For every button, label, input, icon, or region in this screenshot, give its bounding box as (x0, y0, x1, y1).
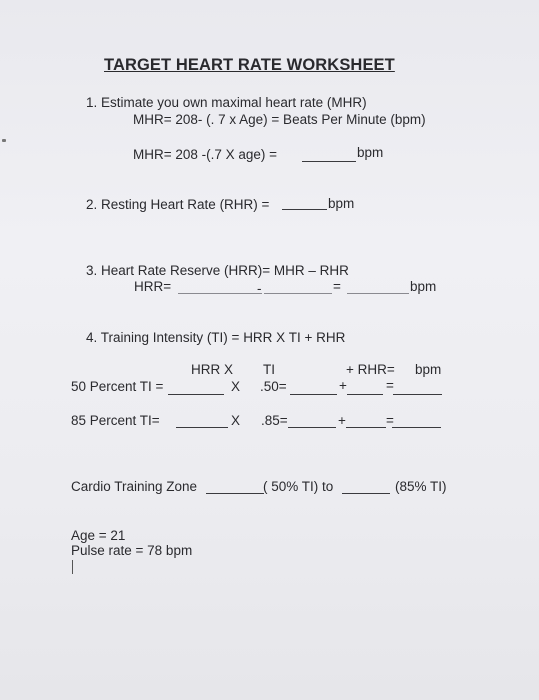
row50-eq: = (386, 378, 394, 393)
q1-unit: bpm (357, 145, 384, 160)
q1-mhr-answer-blank[interactable] (302, 161, 356, 162)
q4-col-rhr: + RHR= (346, 362, 395, 377)
row50-x: X (231, 379, 241, 394)
q1-formula: MHR= 208- (. 7 x Age) = Beats Per Minute (bpm) (133, 112, 426, 127)
zone-low-blank[interactable] (206, 493, 264, 494)
row50-answer-blank[interactable] (393, 394, 442, 395)
q4-col-ti: TI (263, 362, 275, 377)
q3-mhr-blank[interactable] (178, 293, 262, 294)
q4-col-bpm: bpm (415, 362, 442, 377)
page-margin-mark (2, 139, 6, 142)
row85-label: 85 Percent TI= (71, 413, 160, 428)
row85-rhr-blank[interactable] (346, 427, 386, 428)
row50-ti: .50= (260, 379, 287, 394)
zone-high-blank[interactable] (342, 493, 390, 494)
q2-label: 2. Resting Heart Rate (RHR) = (86, 197, 270, 212)
q2-rhr-answer-blank[interactable] (282, 209, 327, 210)
text-cursor (72, 560, 73, 574)
row50-hrr-blank[interactable] (168, 394, 224, 395)
row85-hrr-blank[interactable] (176, 427, 228, 428)
row50-product-blank[interactable] (290, 394, 337, 395)
row50-rhr-blank[interactable] (347, 394, 383, 395)
q3-hrr-answer-blank[interactable] (347, 293, 409, 294)
q4-col-hrr-x: HRR X (191, 362, 234, 377)
zone-end: (85% TI) (395, 479, 447, 494)
q3-rhr-blank[interactable] (264, 293, 332, 294)
row50-plus: + (339, 378, 347, 393)
worksheet-title: TARGET HEART RATE WORKSHEET (104, 56, 395, 74)
zone-label: Cardio Training Zone (71, 479, 198, 494)
note-age: Age = 21 (71, 528, 126, 543)
q3-minus: - (257, 281, 262, 296)
row85-eq: = (386, 413, 394, 428)
row85-x: X (231, 413, 241, 428)
row85-plus: + (338, 413, 346, 428)
q1-heading: 1. Estimate you own maximal heart rate (MHR) (86, 95, 367, 110)
q2-unit: bpm (328, 196, 355, 211)
q3-heading: 3. Heart Rate Reserve (HRR)= MHR – RHR (86, 263, 349, 278)
q3-unit: bpm (410, 279, 437, 294)
q3-equals: = (333, 279, 341, 294)
q1-line-label: MHR= 208 -(.7 X age) = (133, 147, 278, 162)
row85-product-blank[interactable] (288, 427, 336, 428)
zone-mid: ( 50% TI) to (263, 479, 334, 494)
row50-label: 50 Percent TI = (71, 379, 164, 394)
row85-ti: .85= (261, 413, 288, 428)
note-pulse: Pulse rate = 78 bpm (71, 543, 193, 558)
row85-answer-blank[interactable] (392, 427, 441, 428)
q4-heading: 4. Training Intensity (TI) = HRR X TI + RHR (86, 330, 346, 345)
q3-label: HRR= (134, 279, 172, 294)
